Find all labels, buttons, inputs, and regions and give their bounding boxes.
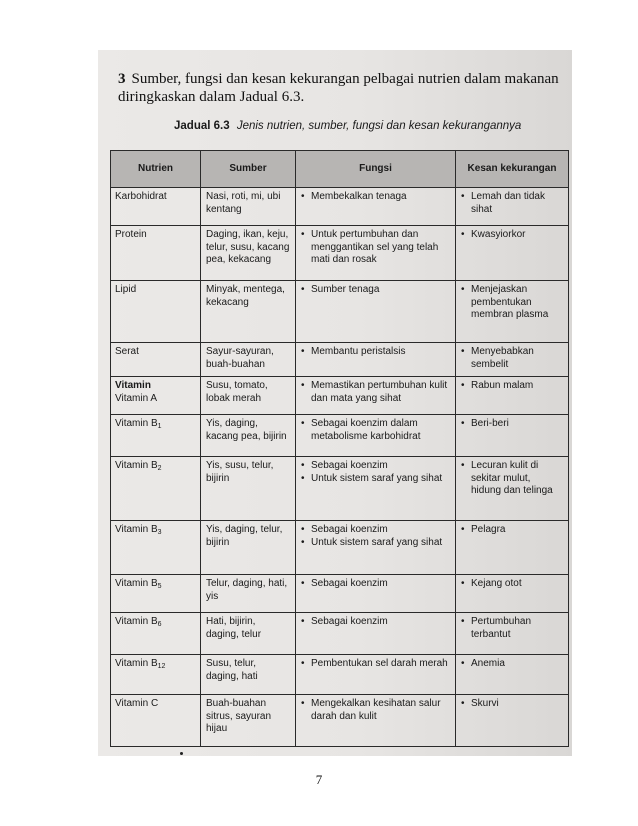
kesan-cell: [456, 415, 569, 457]
table-row: [111, 575, 569, 613]
table-row: [111, 415, 569, 457]
nutrient-name: Vitamin B: [115, 418, 158, 429]
fungsi-item: • Sebagai koenzim: [301, 460, 450, 473]
table-title: Jenis nutrien, sumber, fungsi dan kesan kekurangannya: [236, 120, 522, 132]
fungsi-item: • Sebagai koenzim: [301, 616, 450, 629]
table-row: [111, 695, 569, 747]
fungsi-item: • Untuk pertumbuhan dan menggantikan sel yang telah mati dan rosak: [301, 229, 450, 267]
fungsi-cell: [296, 188, 456, 226]
nutrien-cell: [111, 188, 201, 226]
fungsi-cell: [296, 655, 456, 695]
table-row: [111, 457, 569, 521]
nutrient-subscript: 12: [157, 663, 166, 670]
fungsi-item: • Sebagai koenzim dalam metabolisme karbohidrat: [301, 418, 450, 443]
nutrien-cell: [111, 695, 201, 747]
header-fungsi: Fungsi: [296, 151, 456, 188]
nutrien-cell: [111, 613, 201, 655]
nutrien-cell: [111, 226, 201, 281]
fungsi-cell: [296, 695, 456, 747]
fungsi-item: • Sebagai koenzim: [301, 578, 450, 591]
kesan-cell: [456, 655, 569, 695]
table-label: Jadual 6.3: [174, 120, 230, 132]
table-row: [111, 226, 569, 281]
section-text: Sumber, fungsi dan kesan kekurangan pelbagai nutrien dalam makanan diringkaskan dalam Jadual 6.3.: [118, 71, 559, 105]
header-nutrien: Nutrien: [111, 151, 201, 188]
kesan-cell: [456, 695, 569, 747]
kesan-cell: [456, 521, 569, 575]
sumber-cell: Daging, ikan, keju, telur, susu, kacang pea, kekacang: [201, 226, 296, 281]
fungsi-item: • Memastikan pertumbuhan kulit dan mata yang sihat: [301, 380, 450, 405]
kesan-item: • Rabun malam: [461, 380, 563, 393]
fungsi-cell: [296, 575, 456, 613]
table-row: [111, 613, 569, 655]
nutrient-subscript: 3: [157, 529, 162, 536]
nutrient-name: Vitamin B: [115, 578, 158, 589]
page-number: 7: [315, 772, 323, 787]
nutrien-cell: [111, 521, 201, 575]
table-row: [111, 521, 569, 575]
fungsi-cell: [296, 226, 456, 281]
nutrient-subscript: 2: [157, 465, 162, 472]
fungsi-item: • Untuk sistem saraf yang sihat: [301, 537, 450, 550]
kesan-cell: [456, 343, 569, 377]
sumber-cell: Hati, bijirin, daging, telur: [201, 613, 296, 655]
nutrient-subscript: 6: [157, 621, 162, 628]
table-row: [111, 188, 569, 226]
sumber-cell: Susu, tomato, lobak merah: [201, 377, 296, 415]
kesan-cell: [456, 575, 569, 613]
nutrient-name: Vitamin B: [115, 658, 158, 669]
table-row: [111, 377, 569, 415]
kesan-cell: [456, 613, 569, 655]
fungsi-item: • Sebagai koenzim: [301, 524, 450, 537]
sumber-cell: Yis, daging, telur, bijirin: [201, 521, 296, 575]
nutrient-group-label: Vitamin: [115, 380, 151, 391]
fungsi-cell: [296, 457, 456, 521]
nutrient-subscript: 5: [157, 583, 162, 590]
section-heading: [118, 70, 568, 106]
fungsi-item: • Membekalkan tenaga: [301, 191, 450, 204]
sumber-cell: Yis, susu, telur, bijirin: [201, 457, 296, 521]
nutrient-name: Vitamin B: [115, 524, 158, 535]
scanned-page: [98, 50, 572, 756]
kesan-item: • Skurvi: [461, 698, 563, 711]
kesan-cell: [456, 226, 569, 281]
kesan-cell: [456, 281, 569, 343]
sumber-cell: Buah-buahan sitrus, sayuran hijau: [201, 695, 296, 747]
fungsi-cell: [296, 415, 456, 457]
fungsi-item: • Sumber tenaga: [301, 284, 450, 297]
kesan-cell: [456, 188, 569, 226]
kesan-item: • Kwasyiorkor: [461, 229, 563, 242]
kesan-item: • Lemah dan tidak sihat: [461, 191, 563, 216]
nutrient-name: Karbohidrat: [115, 191, 167, 202]
sumber-cell: Nasi, roti, mi, ubi kentang: [201, 188, 296, 226]
nutrient-name: Protein: [115, 229, 147, 240]
kesan-item: • Anemia: [461, 658, 563, 671]
sumber-cell: Sayur-sayuran, buah-buahan: [201, 343, 296, 377]
kesan-item: • Pelagra: [461, 524, 563, 537]
nutrien-cell: [111, 575, 201, 613]
header-kesan: Kesan kekurangan: [456, 151, 569, 188]
fungsi-item: • Membantu peristalsis: [301, 346, 450, 359]
table-row: [111, 343, 569, 377]
section-number: 3: [118, 71, 126, 87]
kesan-item: • Kejang otot: [461, 578, 563, 591]
kesan-item: • Menjejaskan pembentukan membran plasma: [461, 284, 563, 322]
nutrien-cell: [111, 281, 201, 343]
table-row: [111, 281, 569, 343]
fungsi-cell: [296, 343, 456, 377]
header-sumber: Sumber: [201, 151, 296, 188]
nutrien-cell: [111, 415, 201, 457]
nutrient-name: Serat: [115, 346, 139, 357]
kesan-item: • Lecuran kulit di sekitar mulut, hidung dan telinga: [461, 460, 563, 498]
nutrien-cell: [111, 377, 201, 415]
speck-mark: [180, 752, 183, 755]
table-header-row: [111, 151, 569, 188]
fungsi-cell: [296, 377, 456, 415]
nutrien-cell: [111, 457, 201, 521]
kesan-item: • Beri-beri: [461, 418, 563, 431]
sumber-cell: Telur, daging, hati, yis: [201, 575, 296, 613]
kesan-cell: [456, 377, 569, 415]
fungsi-cell: [296, 281, 456, 343]
table-body: [111, 188, 569, 747]
nutrien-cell: [111, 343, 201, 377]
nutrien-cell: [111, 655, 201, 695]
nutrient-table: [110, 150, 569, 747]
nutrient-name: Vitamin B: [115, 460, 158, 471]
fungsi-item: • Untuk sistem saraf yang sihat: [301, 473, 450, 486]
nutrient-name: Vitamin C: [115, 698, 159, 709]
sumber-cell: Susu, telur, daging, hati: [201, 655, 296, 695]
table-row: [111, 655, 569, 695]
nutrient-name: Vitamin B: [115, 616, 158, 627]
kesan-item: • Pertumbuhan terbantut: [461, 616, 563, 641]
fungsi-cell: [296, 521, 456, 575]
sumber-cell: Yis, daging, kacang pea, bijirin: [201, 415, 296, 457]
nutrient-name: Vitamin A: [115, 392, 158, 404]
nutrient-subscript: 1: [157, 423, 162, 430]
sumber-cell: Minyak, mentega, kekacang: [201, 281, 296, 343]
kesan-item: • Menyebabkan sembelit: [461, 346, 563, 371]
kesan-cell: [456, 457, 569, 521]
fungsi-cell: [296, 613, 456, 655]
table-caption: [174, 120, 564, 132]
fungsi-item: • Pembentukan sel darah merah: [301, 658, 450, 671]
nutrient-name: Lipid: [115, 284, 137, 295]
fungsi-item: • Mengekalkan kesihatan salur darah dan kulit: [301, 698, 450, 723]
